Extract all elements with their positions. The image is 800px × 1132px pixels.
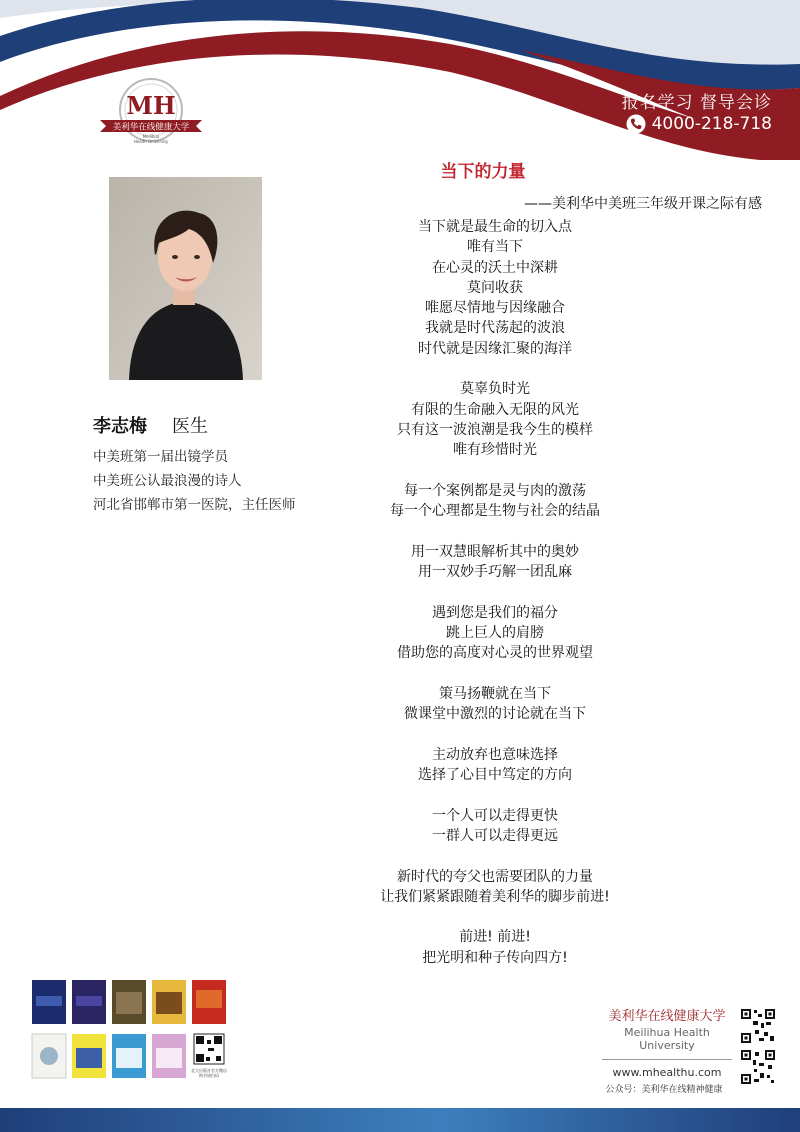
poem-line: 我就是时代荡起的波浪 bbox=[425, 320, 565, 337]
poem-line: 新时代的夸父也需要团队的力量 bbox=[397, 868, 593, 885]
poem-line: 莫问收获 bbox=[467, 279, 523, 296]
contact-tagline: 报名学习 督导会诊 bbox=[621, 93, 772, 113]
author-name: 李志梅 bbox=[93, 416, 147, 437]
poem-line: 策马扬鞭就在当下 bbox=[439, 685, 551, 702]
qr-code-icon[interactable] bbox=[194, 1034, 224, 1064]
author-portrait bbox=[109, 177, 262, 380]
poem-line: 主动放弃也意味选择 bbox=[432, 746, 558, 763]
poem-line: 选择了心目中笃定的方向 bbox=[418, 767, 572, 784]
logo-sub-text: Meilihua bbox=[142, 134, 160, 139]
poem-line: 微课堂中激烈的讨论就在当下 bbox=[404, 706, 586, 723]
wechat-account: 公众号：美利华在线精神健康 bbox=[605, 1085, 723, 1095]
brand-name-cn: 美利华在线健康大学 bbox=[608, 1009, 726, 1024]
poem-line: 用一双慧眼解析其中的奥妙 bbox=[411, 543, 579, 560]
poem-line: 一群人可以走得更远 bbox=[432, 827, 558, 844]
book-cover bbox=[72, 1034, 106, 1078]
poem-line: 每一个心理都是生物与社会的结晶 bbox=[390, 503, 600, 520]
poem-title: 当下的力量 bbox=[440, 162, 526, 182]
poem-stanza bbox=[340, 806, 650, 847]
poem-stanza bbox=[340, 603, 650, 664]
book-cover bbox=[72, 980, 106, 1024]
brand-name-en: Meilihua Health University bbox=[624, 1026, 710, 1052]
poem-line: 唯有当下 bbox=[467, 239, 523, 256]
website-link[interactable]: www.mhealthu.com bbox=[612, 1066, 722, 1079]
poem-line: 莫辜负时光 bbox=[460, 381, 530, 398]
poem-line: 只有这一波浪潮是我今生的模样 bbox=[397, 421, 593, 438]
qr-caption: 购书请扫码 bbox=[199, 1073, 219, 1078]
book-cover bbox=[192, 980, 226, 1024]
footer-brand bbox=[602, 1005, 732, 1095]
poem-stanza bbox=[340, 481, 650, 522]
author-credential: 河北省邯郸市第一医院，主任医师 bbox=[93, 497, 296, 513]
poem-line: 在心灵的沃土中深耕 bbox=[432, 259, 558, 276]
author-credential: 中美班公认最浪漫的诗人 bbox=[93, 473, 242, 489]
poem-subtitle: ——美利华中美班三年级开课之际有感 bbox=[524, 196, 762, 212]
phone-number[interactable]: 4000-218-718 bbox=[651, 114, 772, 134]
logo-ribbon-text: 美利华在线健康大学 bbox=[112, 122, 190, 133]
poem-line: 时代就是因缘汇聚的海洋 bbox=[418, 340, 572, 357]
poem-line: 遇到您是我们的福分 bbox=[432, 604, 558, 621]
phone-icon bbox=[626, 114, 646, 134]
poem-line: 有限的生命融入无限的风光 bbox=[411, 401, 579, 418]
book-cover bbox=[152, 1034, 186, 1078]
author-credential: 中美班第一届出镜学员 bbox=[93, 449, 228, 465]
poem-line: 跳上巨人的肩膀 bbox=[446, 624, 544, 641]
footer-bar bbox=[0, 1108, 800, 1132]
poem-stanza bbox=[340, 927, 650, 968]
poem-stanza bbox=[340, 217, 650, 359]
book-cover bbox=[152, 980, 186, 1024]
book-cover bbox=[32, 980, 66, 1024]
university-logo bbox=[98, 78, 204, 150]
book-cover bbox=[112, 1034, 146, 1078]
logo-sub-text-2: Health University bbox=[133, 139, 169, 144]
poem-line: 一个人可以走得更快 bbox=[432, 807, 558, 824]
poem-line: 用一双妙手巧解一团乱麻 bbox=[418, 564, 572, 581]
logo-letters: MH bbox=[126, 91, 176, 120]
qr-code-icon[interactable] bbox=[740, 1008, 776, 1044]
author-title: 医生 bbox=[172, 416, 208, 437]
poem-line: 唯有珍惜时光 bbox=[453, 442, 537, 459]
poem-line: 让我们紧紧跟随着美利华的脚步前进! bbox=[380, 888, 610, 905]
poem-line: 唯愿尽情地与因缘融合 bbox=[425, 300, 565, 317]
book-cover bbox=[32, 1034, 66, 1078]
poem-stanza bbox=[340, 542, 650, 583]
poem-line: 当下就是最生命的切入点 bbox=[418, 219, 572, 235]
poem-stanza bbox=[340, 745, 650, 786]
book-covers-promo bbox=[30, 978, 230, 1083]
contact-phone bbox=[626, 114, 772, 134]
poem-stanza bbox=[340, 684, 650, 725]
poem-body bbox=[340, 217, 650, 988]
poem-line: 把光明和种子传向四方! bbox=[422, 949, 568, 966]
poem-line: 借助您的高度对心灵的世界观望 bbox=[397, 645, 593, 662]
poem-stanza bbox=[340, 379, 650, 460]
qr-caption: 北大出版社官方微店 bbox=[191, 1068, 227, 1073]
book-cover bbox=[112, 980, 146, 1024]
qr-code-icon[interactable] bbox=[740, 1049, 776, 1085]
poem-line: 每一个案例都是灵与肉的激荡 bbox=[404, 482, 586, 499]
poem-line: 前进! 前进! bbox=[459, 929, 531, 946]
brand-divider bbox=[602, 1059, 732, 1060]
poem-stanza bbox=[340, 867, 650, 908]
